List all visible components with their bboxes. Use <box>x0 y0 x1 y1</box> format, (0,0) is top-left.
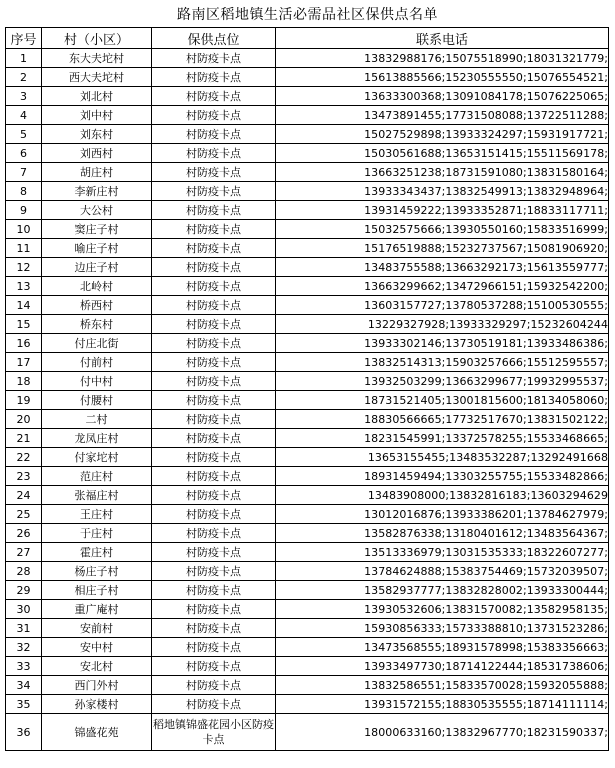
table-row <box>6 334 609 353</box>
row-supply-point: 村防疫卡点 <box>152 125 276 144</box>
table-row <box>6 581 609 600</box>
row-serial-number: 33 <box>6 657 42 676</box>
table-row <box>6 163 609 182</box>
table-row <box>6 296 609 315</box>
row-village-name: 重广庵村 <box>42 600 152 619</box>
row-serial-number: 7 <box>6 163 42 182</box>
row-phone-numbers: 18931459494;13303255755;15533482866; <box>276 467 609 486</box>
row-village-name: 二村 <box>42 410 152 429</box>
row-serial-number: 21 <box>6 429 42 448</box>
table-row <box>6 258 609 277</box>
header-supply-point: 保供点位 <box>152 28 276 49</box>
row-phone-numbers: 15176519888;15232737567;15081906920; <box>276 239 609 258</box>
row-phone-numbers: 13832586551;15833570028;15932055888; <box>276 676 609 695</box>
row-phone-numbers: 15032575666;13930550160;15833516999; <box>276 220 609 239</box>
row-village-name: 安北村 <box>42 657 152 676</box>
row-serial-number: 4 <box>6 106 42 125</box>
row-serial-number: 2 <box>6 68 42 87</box>
row-supply-point: 村防疫卡点 <box>152 657 276 676</box>
row-serial-number: 5 <box>6 125 42 144</box>
row-phone-numbers: 13653155455;13483532287;13292491668 <box>276 448 609 467</box>
table-row <box>6 239 609 258</box>
table-row <box>6 695 609 714</box>
row-serial-number: 10 <box>6 220 42 239</box>
row-serial-number: 12 <box>6 258 42 277</box>
row-village-name: 孙家楼村 <box>42 695 152 714</box>
row-serial-number: 29 <box>6 581 42 600</box>
row-supply-point: 村防疫卡点 <box>152 106 276 125</box>
row-supply-point: 村防疫卡点 <box>152 391 276 410</box>
row-supply-point: 村防疫卡点 <box>152 486 276 505</box>
row-serial-number: 3 <box>6 87 42 106</box>
row-phone-numbers: 13483908000;13832816183;13603294629 <box>276 486 609 505</box>
row-supply-point: 村防疫卡点 <box>152 201 276 220</box>
row-phone-numbers: 13932503299;13663299677;19932995537; <box>276 372 609 391</box>
table-header-row <box>6 28 609 49</box>
row-supply-point: 稻地镇锦盛花园小区防疫卡点 <box>152 714 276 751</box>
table-row <box>6 372 609 391</box>
row-serial-number: 24 <box>6 486 42 505</box>
row-serial-number: 18 <box>6 372 42 391</box>
row-phone-numbers: 15030561688;13653151415;15511569178; <box>276 144 609 163</box>
row-supply-point: 村防疫卡点 <box>152 49 276 68</box>
row-phone-numbers: 13582937777;13832828002;13933300444; <box>276 581 609 600</box>
row-serial-number: 8 <box>6 182 42 201</box>
row-serial-number: 16 <box>6 334 42 353</box>
row-phone-numbers: 13931459222;13933352871;18833117711; <box>276 201 609 220</box>
row-village-name: 桥西村 <box>42 296 152 315</box>
row-phone-numbers: 13933497730;18714122444;18531738606; <box>276 657 609 676</box>
row-village-name: 窦庄子村 <box>42 220 152 239</box>
row-village-name: 刘中村 <box>42 106 152 125</box>
table-row <box>6 182 609 201</box>
row-phone-numbers: 13930532606;13831570082;13582958135; <box>276 600 609 619</box>
row-village-name: 西大夫坨村 <box>42 68 152 87</box>
row-serial-number: 27 <box>6 543 42 562</box>
table-row <box>6 486 609 505</box>
row-serial-number: 26 <box>6 524 42 543</box>
row-village-name: 于庄村 <box>42 524 152 543</box>
row-supply-point: 村防疫卡点 <box>152 144 276 163</box>
row-village-name: 喻庄子村 <box>42 239 152 258</box>
row-supply-point: 村防疫卡点 <box>152 87 276 106</box>
row-supply-point: 村防疫卡点 <box>152 258 276 277</box>
row-phone-numbers: 13832514313;15903257666;15512595557; <box>276 353 609 372</box>
row-village-name: 胡庄村 <box>42 163 152 182</box>
row-supply-point: 村防疫卡点 <box>152 562 276 581</box>
row-phone-numbers: 13633300368;13091084178;15076225065; <box>276 87 609 106</box>
table-row <box>6 429 609 448</box>
table-row <box>6 87 609 106</box>
table-row <box>6 543 609 562</box>
row-supply-point: 村防疫卡点 <box>152 581 276 600</box>
row-village-name: 刘西村 <box>42 144 152 163</box>
table-row <box>6 315 609 334</box>
table-row <box>6 657 609 676</box>
row-phone-numbers: 15613885566;15230555550;15076554521; <box>276 68 609 87</box>
table-row <box>6 68 609 87</box>
table-row <box>6 49 609 68</box>
row-phone-numbers: 13931572155;18830535555;18714111114; <box>276 695 609 714</box>
row-village-name: 北岭村 <box>42 277 152 296</box>
row-phone-numbers: 15027529898;13933324297;15931917721; <box>276 125 609 144</box>
row-village-name: 相庄子村 <box>42 581 152 600</box>
row-serial-number: 22 <box>6 448 42 467</box>
row-village-name: 付腰村 <box>42 391 152 410</box>
row-phone-numbers: 13483755588;13663292173;15613559777; <box>276 258 609 277</box>
table-row <box>6 638 609 657</box>
row-supply-point: 村防疫卡点 <box>152 638 276 657</box>
row-phone-numbers: 13663299662;13472966151;15932542200; <box>276 277 609 296</box>
row-supply-point: 村防疫卡点 <box>152 372 276 391</box>
row-supply-point: 村防疫卡点 <box>152 315 276 334</box>
row-village-name: 东大夫坨村 <box>42 49 152 68</box>
row-village-name: 霍庄村 <box>42 543 152 562</box>
row-supply-point: 村防疫卡点 <box>152 220 276 239</box>
row-village-name: 范庄村 <box>42 467 152 486</box>
row-supply-point: 村防疫卡点 <box>152 448 276 467</box>
header-serial-number: 序号 <box>6 28 42 49</box>
row-village-name: 付家坨村 <box>42 448 152 467</box>
row-serial-number: 15 <box>6 315 42 334</box>
table-row <box>6 619 609 638</box>
row-serial-number: 11 <box>6 239 42 258</box>
row-supply-point: 村防疫卡点 <box>152 505 276 524</box>
row-village-name: 刘北村 <box>42 87 152 106</box>
row-serial-number: 31 <box>6 619 42 638</box>
row-phone-numbers: 13473891455;17731508088;13722511288; <box>276 106 609 125</box>
row-phone-numbers: 13832988176;15075518990;18031321779; <box>276 49 609 68</box>
table-row <box>6 410 609 429</box>
row-phone-numbers: 15930856333;15733388810;13731523286; <box>276 619 609 638</box>
row-supply-point: 村防疫卡点 <box>152 353 276 372</box>
row-phone-numbers: 13784624888;15383754469;15732039507; <box>276 562 609 581</box>
row-phone-numbers: 13473568555;18931578998;15383356663; <box>276 638 609 657</box>
row-serial-number: 32 <box>6 638 42 657</box>
row-village-name: 付庄北街 <box>42 334 152 353</box>
row-supply-point: 村防疫卡点 <box>152 334 276 353</box>
table-row <box>6 676 609 695</box>
table-row <box>6 714 609 751</box>
row-supply-point: 村防疫卡点 <box>152 524 276 543</box>
row-supply-point: 村防疫卡点 <box>152 277 276 296</box>
table-row <box>6 353 609 372</box>
row-village-name: 龙凤庄村 <box>42 429 152 448</box>
row-phone-numbers: 13012016876;13933386201;13784627979; <box>276 505 609 524</box>
row-phone-numbers: 13513336979;13031535333;18322607277; <box>276 543 609 562</box>
row-serial-number: 28 <box>6 562 42 581</box>
row-serial-number: 19 <box>6 391 42 410</box>
row-village-name: 付前村 <box>42 353 152 372</box>
row-supply-point: 村防疫卡点 <box>152 600 276 619</box>
row-phone-numbers: 13933343437;13832549913;13832948964; <box>276 182 609 201</box>
row-village-name: 桥东村 <box>42 315 152 334</box>
row-serial-number: 17 <box>6 353 42 372</box>
row-village-name: 李新庄村 <box>42 182 152 201</box>
row-village-name: 刘东村 <box>42 125 152 144</box>
row-serial-number: 34 <box>6 676 42 695</box>
row-supply-point: 村防疫卡点 <box>152 410 276 429</box>
table-row <box>6 600 609 619</box>
row-village-name: 边庄子村 <box>42 258 152 277</box>
row-village-name: 王庄村 <box>42 505 152 524</box>
row-phone-numbers: 13229327928;13933329297;15232604244 <box>276 315 609 334</box>
table-row <box>6 201 609 220</box>
row-supply-point: 村防疫卡点 <box>152 68 276 87</box>
row-phone-numbers: 18731521405;13001815600;18134058060; <box>276 391 609 410</box>
table-row <box>6 220 609 239</box>
row-phone-numbers: 18000633160;13832967770;18231590337; <box>276 714 609 751</box>
row-serial-number: 14 <box>6 296 42 315</box>
row-serial-number: 36 <box>6 714 42 751</box>
table-row <box>6 562 609 581</box>
row-phone-numbers: 18830566665;17732517670;13831502122; <box>276 410 609 429</box>
row-village-name: 锦盛花苑 <box>42 714 152 751</box>
table-row <box>6 391 609 410</box>
table-row <box>6 524 609 543</box>
row-village-name: 大公村 <box>42 201 152 220</box>
row-supply-point: 村防疫卡点 <box>152 695 276 714</box>
document-title: 路南区稻地镇生活必需品社区保供点名单 <box>177 7 438 23</box>
row-phone-numbers: 13663251238;18731591080;13831580164; <box>276 163 609 182</box>
row-serial-number: 25 <box>6 505 42 524</box>
table-row <box>6 505 609 524</box>
row-phone-numbers: 13603157727;13780537288;15100530555; <box>276 296 609 315</box>
supply-point-table <box>5 27 609 751</box>
table-row <box>6 125 609 144</box>
row-serial-number: 23 <box>6 467 42 486</box>
row-supply-point: 村防疫卡点 <box>152 163 276 182</box>
row-serial-number: 6 <box>6 144 42 163</box>
row-village-name: 西门外村 <box>42 676 152 695</box>
row-serial-number: 13 <box>6 277 42 296</box>
table-row <box>6 144 609 163</box>
row-supply-point: 村防疫卡点 <box>152 239 276 258</box>
table-row <box>6 448 609 467</box>
row-village-name: 杨庄子村 <box>42 562 152 581</box>
row-phone-numbers: 18231545991;13372578255;15533468665; <box>276 429 609 448</box>
row-village-name: 付中村 <box>42 372 152 391</box>
row-supply-point: 村防疫卡点 <box>152 296 276 315</box>
row-phone-numbers: 13933302146;13730519181;13933486386; <box>276 334 609 353</box>
row-village-name: 张福庄村 <box>42 486 152 505</box>
row-serial-number: 30 <box>6 600 42 619</box>
row-serial-number: 20 <box>6 410 42 429</box>
table-body <box>6 49 609 751</box>
row-village-name: 安中村 <box>42 638 152 657</box>
row-supply-point: 村防疫卡点 <box>152 619 276 638</box>
row-village-name: 安前村 <box>42 619 152 638</box>
header-phone: 联系电话 <box>276 28 609 49</box>
header-village: 村（小区） <box>42 28 152 49</box>
row-supply-point: 村防疫卡点 <box>152 467 276 486</box>
row-supply-point: 村防疫卡点 <box>152 543 276 562</box>
table-row <box>6 277 609 296</box>
table-row <box>6 467 609 486</box>
row-serial-number: 1 <box>6 49 42 68</box>
row-supply-point: 村防疫卡点 <box>152 429 276 448</box>
row-supply-point: 村防疫卡点 <box>152 676 276 695</box>
row-phone-numbers: 13582876338;13180401612;13483564367; <box>276 524 609 543</box>
row-serial-number: 35 <box>6 695 42 714</box>
table-row <box>6 106 609 125</box>
row-serial-number: 9 <box>6 201 42 220</box>
row-supply-point: 村防疫卡点 <box>152 182 276 201</box>
